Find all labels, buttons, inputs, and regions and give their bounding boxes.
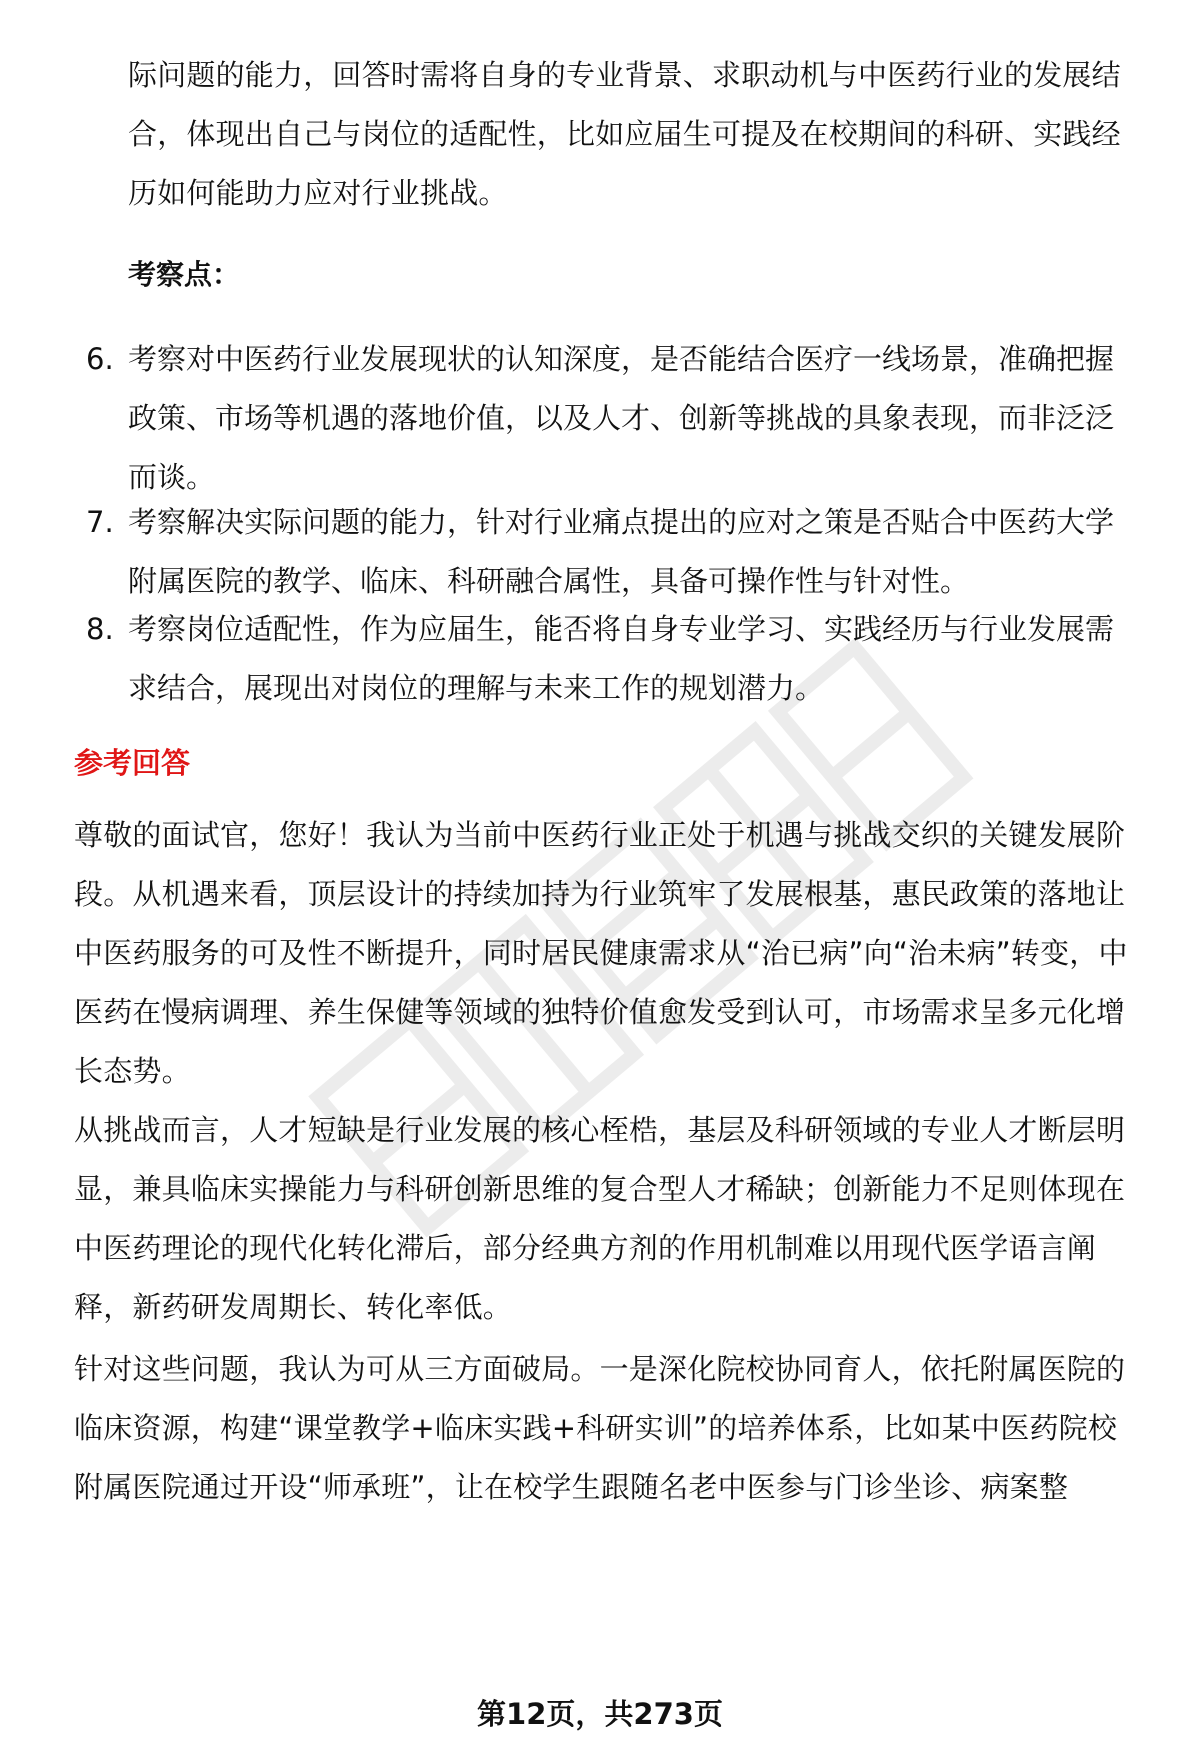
list-item-number: 8. [86, 612, 114, 646]
intro-paragraph: 际问题的能力，回答时需将自身的专业背景、求职动机与中医药行业的发展结合，体现出自己与岗位的适配性，比如应届生可提及在校期间的科研、实践经历如何能助力应对行业挑战。 [128, 58, 1121, 210]
answer-paragraph: 针对这些问题，我认为可从三方面破局。一是深化院校协同育人，依托附属医院的临床资源，构建“课堂教学+临床实践+科研实训”的培养体系，比如某中医药院校附属医院通过开设“师承班”，让在校学生跟随名老中医参与门诊坐诊、病案整 [74, 1352, 1126, 1504]
key-points-label: 考察点： [128, 258, 241, 291]
answer-paragraph: 尊敬的面试官，您好！我认为当前中医药行业正处于机遇与挑战交织的关键发展阶段。从机遇来看，顶层设计的持续加持为行业筑牢了发展根基，惠民政策的落地让中医药服务的可及性不断提升，同时居民健康需求从“治已病”向“治未病”转变，中医药在慢病调理、养生保健等领域的独特价值愈发受到认可，市场需求呈多元化增长态势。 [74, 818, 1128, 1088]
answer-paragraph: 从挑战而言，人才短缺是行业发展的核心桎梏，基层及科研领域的专业人才断层明显，兼具临床实操能力与科研创新思维的复合型人才稀缺；创新能力不足则体现在中医药理论的现代化转化滞后，部分经典方剂的作用机制难以用现代医学语言阐释，新药研发周期长、转化率低。 [74, 1113, 1126, 1324]
list-item-text: 考察岗位适配性，作为应届生，能否将自身专业学习、实践经历与行业发展需求结合，展现出对岗位的理解与未来工作的规划潜力。 [128, 612, 1115, 705]
list-item-text: 考察对中医药行业发展现状的认知深度，是否能结合医疗一线场景，准确把握政策、市场等机遇的落地价值，以及人才、创新等挑战的具象表现，而非泛泛而谈。 [128, 342, 1115, 494]
list-item-number: 6. [86, 342, 114, 376]
list-item-text: 考察解决实际问题的能力，针对行业痛点提出的应对之策是否贴合中医药大学附属医院的教学、临床、科研融合属性，具备可操作性与针对性。 [128, 505, 1115, 598]
reference-answer-title: 参考回答 [74, 746, 191, 780]
page-footer: 第12页，共273页 [477, 1697, 723, 1731]
list-item-number: 7. [86, 505, 114, 539]
